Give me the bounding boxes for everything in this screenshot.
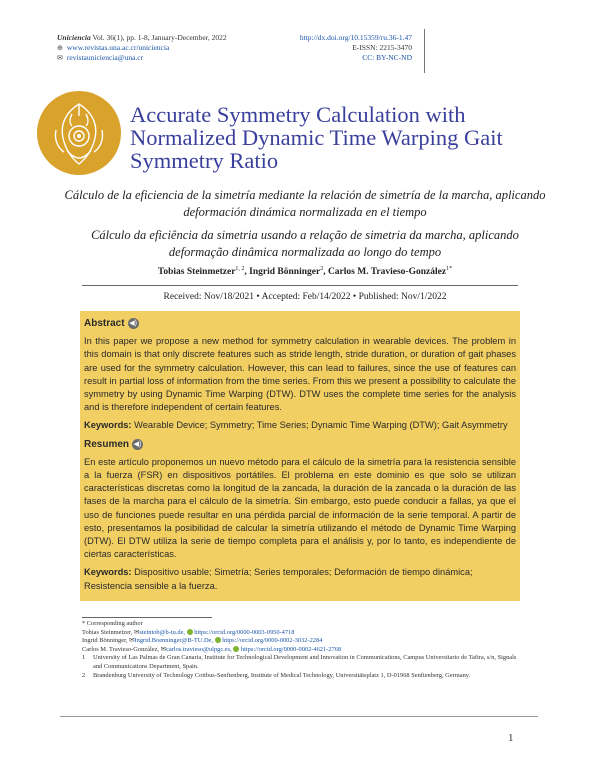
divider (82, 285, 518, 286)
article-title: Accurate Symmetry Calculation with Normalized Dynamic Time Warping Gait Symmetry Ratio (130, 102, 503, 173)
orcid-icon (215, 637, 221, 643)
orcid-link[interactable]: https://orcid.org/0000-0003-0950-4718 (194, 628, 295, 636)
abstract-box (80, 311, 520, 601)
license-link[interactable]: CC: BY-NC-ND (362, 53, 412, 62)
orcid-icon (187, 629, 193, 635)
resumen-text: En este artículo proponemos un nuevo método para el cálculo de la simetría para la resistencia sensible a la fuerza (FSR) en dispositivos portátiles. El problema en este dominio es que solo se utilizan características discretas como la longitud de la zancada, la duración de la zancada o la duración de las fases de la marcha para el cálculo de la simetría. Sin embargo, esto puede conducir a fallas, ya que el uso de funciones puede resultar en una pérdida parcial de información de la serie temporal. A partir de esto, presentamos la posibilidad de calcular la simetría utilizando el método de Dynamic Time Warping (DTW). El DTW utiliza la serie de tiempo completa para el análisis y, por lo tanto, es independiente de ciertas características. (84, 456, 516, 560)
mail-icon: ✉ (160, 645, 166, 653)
mail-icon: ✉ (57, 54, 63, 62)
footnotes (82, 620, 522, 680)
journal-name: Uniciencia (57, 33, 91, 42)
page-footer-divider (60, 716, 538, 717)
resumen-keywords: Keywords: Dispositivo usable; Simetría; Series temporales; Deformación de tiempo dinámica; Resistencia sensible a la fuerza. (84, 567, 473, 591)
author-email-link[interactable]: Ingrid.Boenninger@B-TU.De, (134, 637, 213, 645)
article-title-portuguese: Cálculo da eficiência da simetria usando a relação de simetria da marcha, aplicando deformação dinâmica normalizada ao longo do tempo (91, 228, 519, 259)
journal-header (57, 33, 227, 63)
audio-speaker-icon[interactable]: ◀) (133, 440, 142, 448)
author-contact: Tobias Steinmetzer, ✉steintob@b-tu.de, https://orcid.org/0000-0003-0950-4718 (82, 628, 295, 636)
journal-logo (36, 90, 122, 176)
author-contact: Carlos M. Travieso-González, ✉carlos.travieso@ulpgc.es, https://orcid.org/0000-0002-4621-2768 (82, 645, 342, 653)
article-title-spanish: Cálculo de la eficiencia de la simetría mediante la relación de simetría de la marcha, aplicando deformación dinámica normalizada en el tiempo (64, 188, 546, 219)
author-affiliation: 1* (446, 266, 453, 272)
orcid-link[interactable]: https://orcid.org/0000-0002-3032-2284 (222, 637, 323, 645)
publication-dates: Received: Nov/18/2021 • Accepted: Feb/14/2022 • Published: Nov/1/2022 (163, 292, 447, 302)
header-divider (424, 29, 425, 73)
author-affiliation: 1, 2 (235, 266, 245, 272)
doi-block (300, 33, 412, 63)
footnote-divider (82, 617, 212, 618)
globe-icon: ⊕ (57, 44, 63, 52)
abstract-heading: Abstract ◀) (84, 318, 137, 329)
eissn: E-ISSN: 2215-3470 (352, 43, 412, 52)
mail-icon: ✉ (129, 637, 135, 645)
abstract-keywords: Keywords: Wearable Device; Symmetry; Time Series; Dynamic Time Warping (DTW); Gait Asymmetry (84, 420, 508, 431)
affiliation-note: 2 Brandenburg University of Technology Cottbus-Senftenberg, Institute of Medical Technology, Universitätsplatz 1, D-01968 Senftenberg, Germany. (82, 671, 471, 679)
abstract-text: In this paper we propose a new method for symmetry calculation in wearable devices. The problem in this domain is that only discrete features such as stride length, stride duration, or duration of gait phases are used for the symmetry calculation. However, this can lead to failures, since the use of features can result in partial loss of information from the time series. From this we present a possibility to calculate the symmetry by using Dynamic Time Warping (DTW). DTW uses the complete time series for the analysis and is therefore independent of certain features. (84, 336, 516, 413)
doi-link[interactable]: http://dx.doi.org/10.15359/ru.36-1.47 (299, 33, 412, 42)
audio-speaker-icon[interactable]: ◀) (129, 320, 137, 328)
author-name: Carlos M. Travieso-González (327, 267, 447, 278)
author-name: Ingrid Bönninger (249, 267, 321, 278)
page-number: 1 (508, 732, 514, 744)
author-affiliation: 2 (320, 266, 324, 272)
author-list: Tobias Steinmetzer$^{1, 2}$, Ingrid Bönninger$^2$, Carlos M. Travieso-González$^{1*}$ (157, 266, 453, 278)
journal-details: Vol. 36(1), pp. 1-8, January-December, 2022 (92, 33, 227, 42)
journal-email-link[interactable]: revistauniciencia@una.cr (66, 53, 144, 62)
mail-icon: ✉ (134, 628, 140, 636)
orcid-icon (233, 646, 239, 652)
author-email-link[interactable]: carlos.travieso@ulpgc.es, (166, 645, 232, 653)
corresponding-author-note: * Corresponding author (82, 620, 143, 627)
journal-website-link[interactable]: www.revistas.una.ac.cr/uniciencia (66, 43, 170, 52)
author-email-link[interactable]: steintob@b-tu.de, (139, 628, 186, 636)
resumen-heading: Resumen ◀) (84, 438, 142, 450)
author-contact: Ingrid Bönninger, ✉Ingrid.Boenninger@B-TU.De, https://orcid.org/0000-0002-3032-2284 (82, 637, 323, 645)
affiliation-note: 1 University of Las Palmas de Gran Canaria, Institute for Technological Development and Innovation in Communications, Campus Universitario de Tafira, s/n, Signals and Communications Department, Spain. (82, 654, 517, 670)
author-name: Tobias Steinmetzer (157, 267, 236, 278)
orcid-link[interactable]: https://orcid.org/0000-0002-4621-2768 (240, 645, 342, 653)
